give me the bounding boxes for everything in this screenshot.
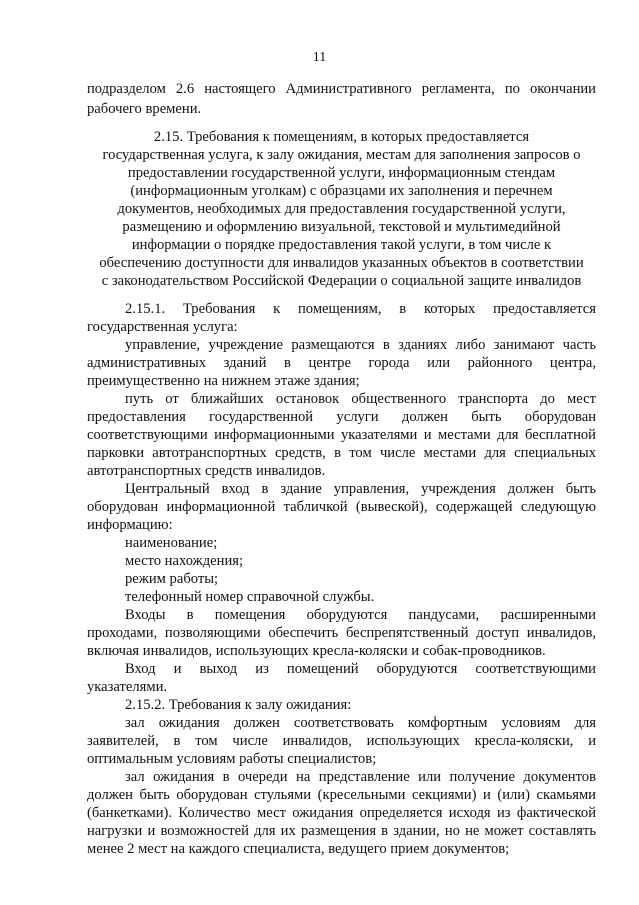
text-line: заявителей, в том числе инвалидов, использующих кресла-коляски, и <box>87 733 596 749</box>
text-line: подразделом 2.6 настоящего Административного регламента, по окончании <box>87 81 596 97</box>
text-line: Входы в помещения оборудуются пандусами, расширенными <box>125 607 596 623</box>
text-line: рабочего времени. <box>87 101 202 117</box>
section-heading-line: государственная услуга, к залу ожидания, местам для заполнения запросов о <box>102 147 581 163</box>
text-line: государственная услуга: <box>87 319 238 335</box>
text-line: менее 2 мест на каждого специалиста, ведущего прием документов; <box>87 841 510 857</box>
text-line: зал ожидания в очереди на представление или получение документов <box>125 769 596 785</box>
text-line: зал ожидания должен соответствовать комфортным условиям для <box>125 715 596 731</box>
section-heading-line: документов, необходимых для предоставления государственной услуги, <box>117 201 566 217</box>
text-line: преимущественно на нижнем этаже здания; <box>87 373 360 389</box>
text-line: соответствующими информационными указателями и местами для бесплатной <box>87 427 596 443</box>
text-line: включая инвалидов, использующих кресла-коляски и собак-проводников. <box>87 643 546 659</box>
list-item: место нахождения; <box>125 553 244 569</box>
list-item: наименование; <box>125 535 218 551</box>
section-heading-line: с законодательством Российской Федерации о социальной защите инвалидов <box>101 273 582 289</box>
text-line: управление, учреждение размещаются в зданиях либо занимают часть <box>125 337 596 353</box>
text-line: Центральный вход в здание управления, учреждения должен быть <box>125 481 596 497</box>
section-heading-line: 2.15. Требования к помещениям, в которых предоставляется <box>153 129 530 145</box>
text-line: должен быть оборудован стульями (кресельными секциями) и (или) скамьями <box>87 787 596 803</box>
section-heading-line: размещению и оформлению визуальной, текстовой и мультимедийной <box>122 219 561 235</box>
text-line: (банкетками). Количество мест ожидания определяется исходя из фактической <box>87 805 596 821</box>
text-line: указателями. <box>87 679 168 695</box>
text-line: предоставления государственной услуги должен быть оборудован <box>87 409 596 425</box>
list-item: телефонный номер справочной службы. <box>125 589 375 605</box>
text-line: путь от ближайших остановок общественного транспорта до мест <box>125 391 596 407</box>
text-line: информацию: <box>87 517 173 533</box>
text-line: оптимальным условиям работы специалистов; <box>87 751 377 767</box>
section-heading-line: обеспечению доступности для инвалидов указанных объектов в соответствии <box>99 255 584 271</box>
text-line: автотранспортных средств инвалидов. <box>87 463 326 479</box>
list-item: режим работы; <box>125 571 219 587</box>
text-line: парковки автотранспортных средств, в том числе местами для специальных <box>87 445 596 461</box>
text-line: Вход и выход из помещений оборудуются соответствующими <box>125 661 596 677</box>
text-line: оборудован информационной табличкой (вывеской), содержащей следующую <box>87 499 596 515</box>
text-line: 2.15.1. Требования к помещениям, в которых предоставляется <box>125 301 596 317</box>
section-heading-line: информации о порядке предоставления такой услуги, в том числе к <box>131 237 552 253</box>
text-line: нагрузки и возможностей для их размещения в здании, но не может составлять <box>87 823 596 839</box>
section-heading-line: предоставлении государственной услуги, информационным стендам <box>127 165 556 181</box>
text-line: проходами, позволяющими обеспечить беспрепятственный доступ инвалидов, <box>87 625 596 641</box>
section-heading-line: (информационным уголкам) с образцами их заполнения и перечнем <box>130 183 553 199</box>
text-line: административных зданий в центре города или районного центра, <box>87 355 596 371</box>
subsection-heading: 2.15.2. Требования к залу ожидания: <box>125 697 352 713</box>
page-number: 11 <box>312 50 327 65</box>
